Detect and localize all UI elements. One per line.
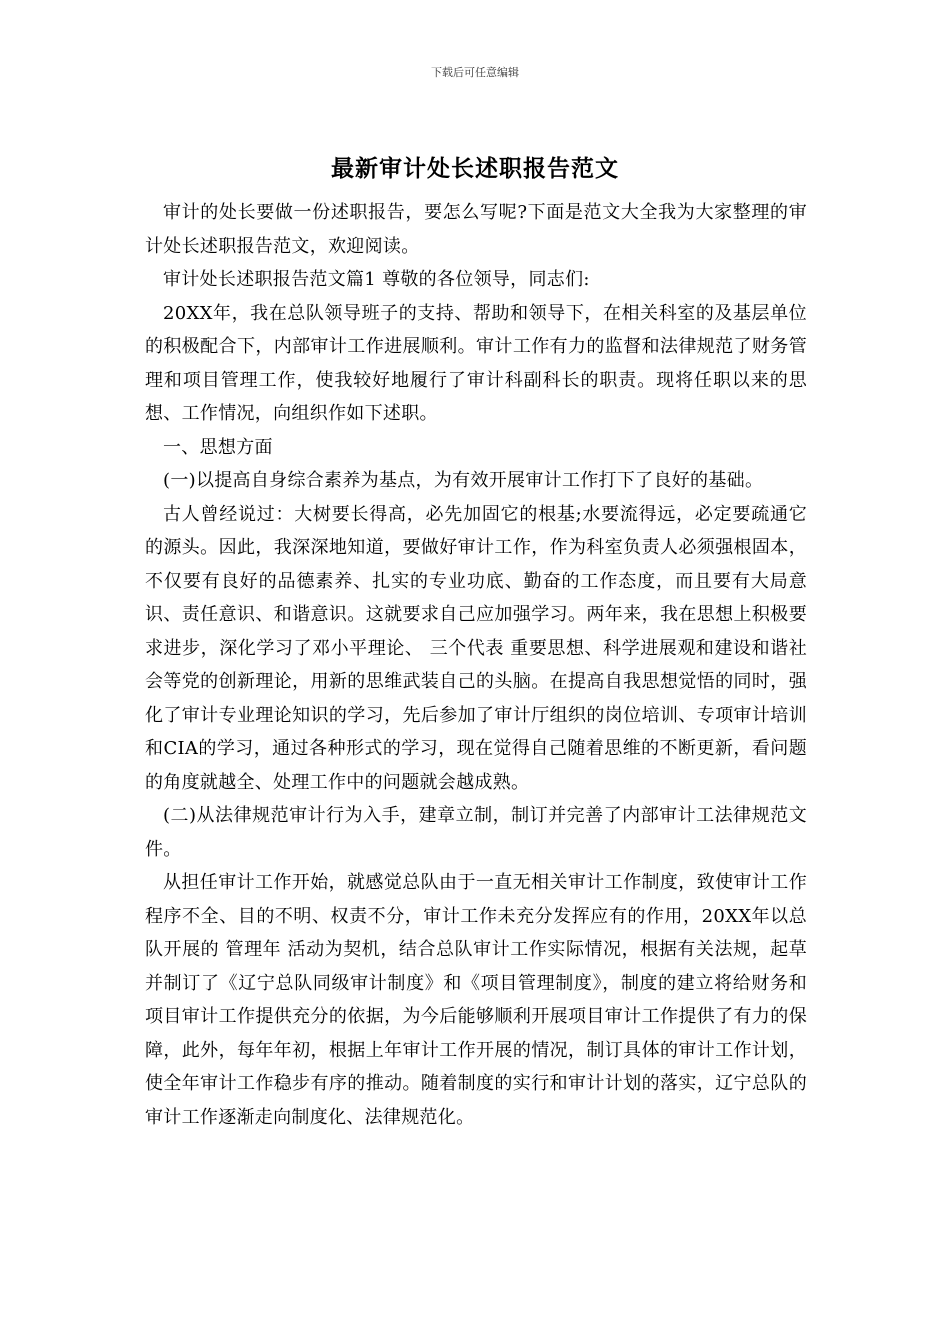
document-body bbox=[145, 196, 807, 1134]
paragraph-salutation: 审计处长述职报告范文篇1 尊敬的各位领导，同志们: bbox=[163, 269, 590, 290]
header-note: 下载后可任意编辑 bbox=[431, 66, 519, 79]
paragraph-regulations: 从担任审计工作开始，就感觉总队由于一直无相关审计工作制度，致使审计工作程序不全、目的不明、权责不分，审计工作未充分发挥应有的作用，20XX年以总队开展的 管理年 活动为契机，结合总队审计工作实际情况，根据有关法规，起草并制订了《辽宁总队同级审计制度》和《项目管理制度》，制度的建立将给财务和项目审计工作提供充分的依据，为今后能够顺利开展项目审计工作提供了有力的保障，此外，每年年初，根据上年审计工作开展的情况，制订具体的审计工作计划，使全年审计工作稳步有序的推动。随着制度的实行和审计计划的落实，辽宁总队的审计工作逐渐走向制度化、法律规范化。 bbox=[145, 872, 807, 1128]
subheading-one: (一)以提高自身综合素养为基点，为有效开展审计工作打下了良好的基础。 bbox=[163, 470, 764, 491]
paragraph-intro: 审计的处长要做一份述职报告，要怎么写呢?下面是范文大全我为大家整理的审计处长述职报告范文，欢迎阅读。 bbox=[145, 202, 807, 257]
document-title: 最新审计处长述职报告范文 bbox=[331, 155, 619, 182]
paragraph-overview: 20XX年，我在总队领导班子的支持、帮助和领导下，在相关科室的及基层单位的积极配合下，内部审计工作进展顺利。审计工作有力的监督和法律规范了财务管理和项目管理工作，使我较好地履行了审计科副科长的职责。现将任职以来的思想、工作情况，向组织作如下述职。 bbox=[145, 302, 807, 424]
section-heading-thought: 一、思想方面 bbox=[163, 436, 273, 458]
subheading-two: (二)从法律规范审计行为入手，建章立制，制订并完善了内部审计工法律规范文件。 bbox=[145, 805, 807, 860]
paragraph-learning: 古人曾经说过：大树要长得高，必先加固它的根基;水要流得远，必定要疏通它的源头。因此，我深深地知道，要做好审计工作，作为科室负责人必须强根固本，不仅要有良好的品德素养、扎实的专业功底、勤奋的工作态度，而且要有大局意识、责任意识、和谐意识。这就要求自己应加强学习。两年来，我在思想上积极要求进步，深化学习了邓小平理论、 三个代表 重要思想、科学进展观和建设和谐社会等党的创新理论，用新的思维武装自己的头脑。在提高自我思想觉悟的同时，强化了审计专业理论知识的学习，先后参加了审计厅组织的岗位培训、专项审计培训和CIA的学习，通过各种形式的学习，现在觉得自己随着思维的不断更新，看问题的角度就越全、处理工作中的问题就会越成熟。 bbox=[145, 503, 807, 793]
